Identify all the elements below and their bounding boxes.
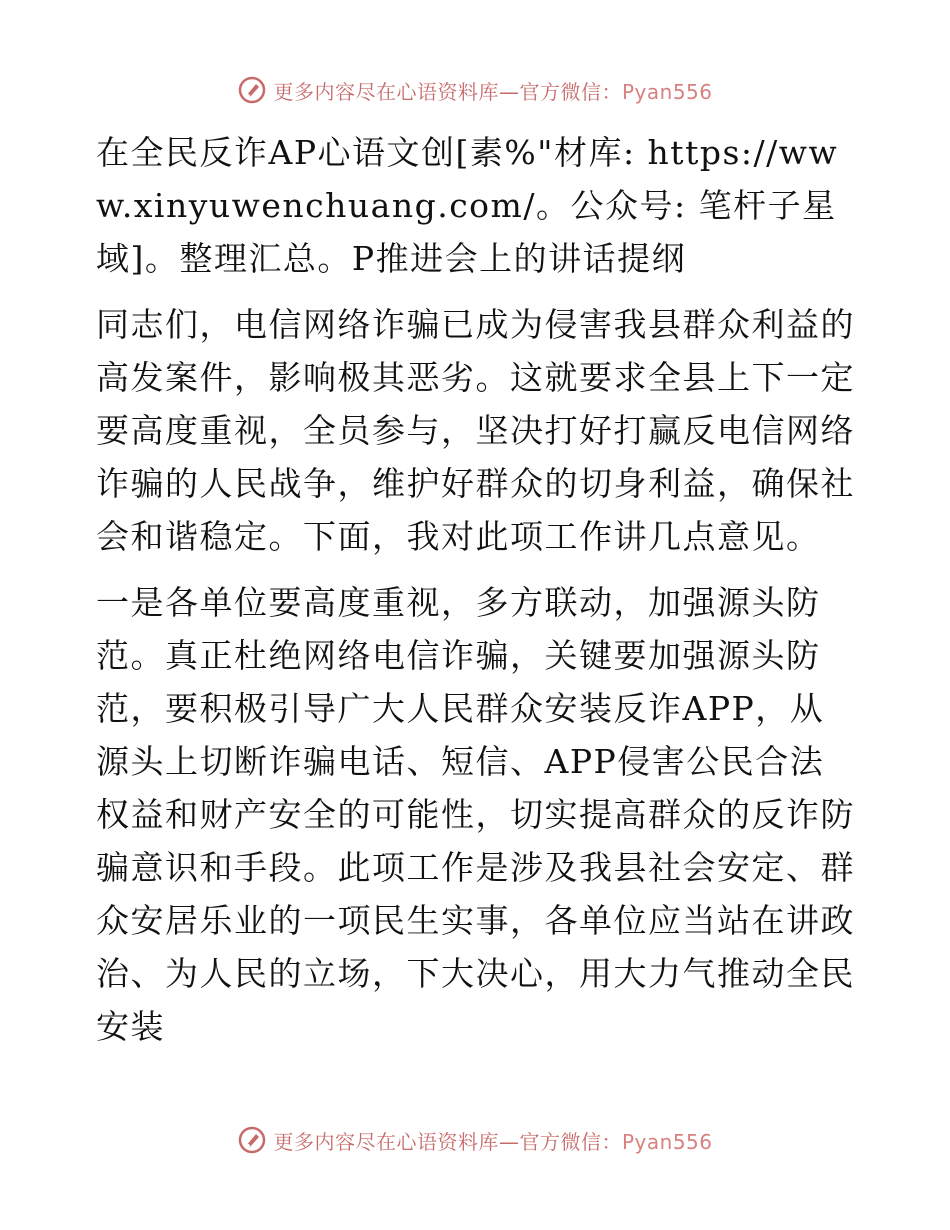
- watermark-header: [0, 70, 950, 110]
- pen-nib-logo-icon: [237, 1125, 267, 1155]
- watermark-text: [273, 1126, 712, 1155]
- document-title: 在全民反诈AP心语文创[素%"材库: https://www.xinyuwenchuang.com/。公众号: 笔杆子星域]。整理汇总。P推进会上的讲话提纲: [96, 133, 839, 278]
- watermark-footer: [0, 1120, 950, 1160]
- watermark-handle: Pyan556: [621, 79, 713, 104]
- paragraph-intro: 同志们，电信网络诈骗已成为侵害我县群众利益的高发案件，影响极其恶劣。这就要求全县上下一定要高度重视，全员参与，坚决打好打赢反电信网络诈骗的人民战争，维护好群众的切身利益，确保社会和谐稳定。下面，我对此项工作讲几点意见。: [96, 305, 855, 556]
- pen-nib-logo-icon: [237, 75, 267, 105]
- watermark-handle: Pyan556: [621, 1129, 713, 1154]
- paragraph-point-one: 一是各单位要高度重视，多方联动，加强源头防范。真正杜绝网络电信诈骗，关键要加强源头防范，要积极引导广大人民群众安装反诈APP，从源头上切断诈骗电话、短信、APP侵害公民合法权益和财产安全的可能性，切实提高群众的反诈防骗意识和手段。此项工作是涉及我县社会安定、群众安居乐业的一项民生实事，各单位应当站在讲政治、为人民的立场，下大决心，用大力气推动全民安装: [96, 583, 855, 1046]
- watermark-label: 更多内容尽在心语资料库—官方微信：: [273, 79, 622, 104]
- watermark-label: 更多内容尽在心语资料库—官方微信：: [273, 1129, 622, 1154]
- document-body: [96, 126, 856, 1066]
- watermark-text: [273, 76, 712, 105]
